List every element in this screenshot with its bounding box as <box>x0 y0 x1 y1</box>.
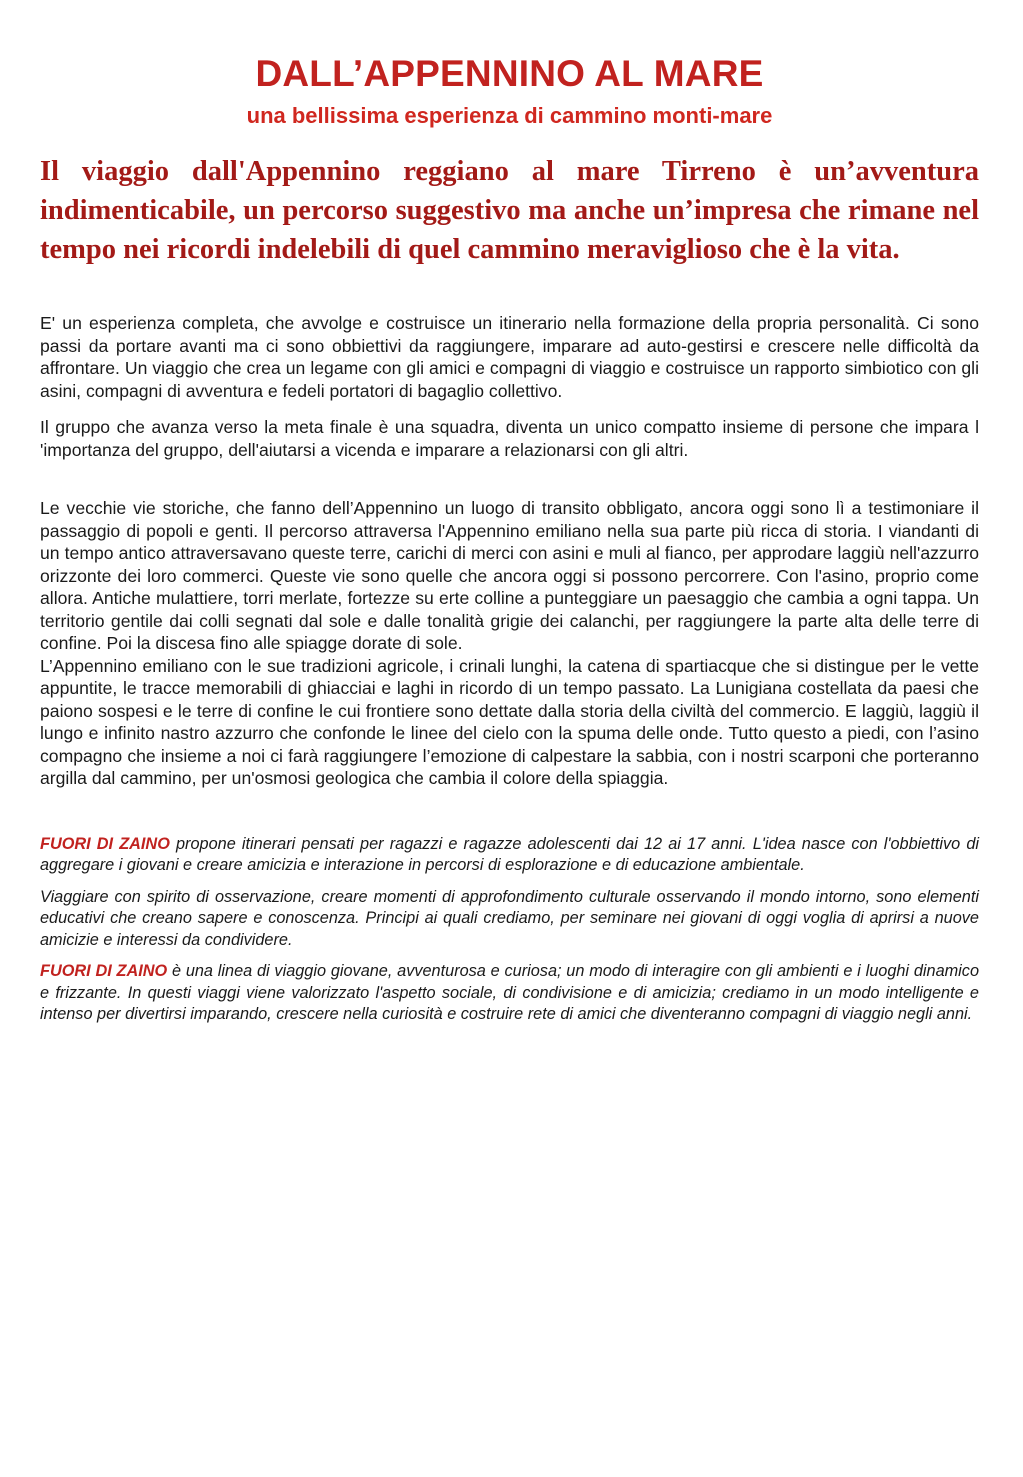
brand-name: FUORI DI ZAINO <box>40 834 170 853</box>
body-paragraph-4: L’Appennino emiliano con le sue tradizioni agricole, i crinali lunghi, la catena di spartiacque che si distingue per le vette appuntite, le tracce memorabili di ghiacciai e laghi in ricordo di un tempo passato. La Lunigiana costellata da paesi che paiono sospesi e le terre di confine le cui frontiere sono dettate dalla storia della civiltà del commercio. E laggiù, laggiù il lungo e infinito nastro azzurro che confonde le linee del cielo con la spuma delle onde. Tutto questo a piedi, con l’asino compagno che insieme a noi ci farà raggiungere l’emozione di calpestare la sabbia, con i nostri scarponi che porteranno argilla dal cammino, per un'osmosi geologica che cambia il colore della spiaggia. <box>40 655 979 788</box>
body-text <box>40 312 979 790</box>
brand-name: FUORI DI ZAINO <box>40 962 168 980</box>
page-subtitle: una bellissima esperienza di cammino monti-mare <box>246 103 773 128</box>
page-title: DALL’APPENNINO AL MARE <box>255 53 764 94</box>
body-paragraph-2: Il gruppo che avanza verso la meta finale è una squadra, diventa un unico compatto insieme di persone che impara l 'importanza del gruppo, dell'aiutarsi a vicenda e imparare a relazionarsi con gli altri. <box>40 417 979 460</box>
closing-paragraph-2: Viaggiare con spirito di osservazione, creare momenti di approfondimento culturale osservando il mondo intorno, sono elementi educativi che creano sapere e conoscenza. Principi ai quali crediamo, per seminare nei giovani di oggi voglia di aprirsi a nuove amicizie e interessi da condividere. <box>40 887 979 949</box>
closing-paragraph-3 <box>40 961 979 1026</box>
body-paragraph-3: Le vecchie vie storiche, che fanno dell’Appennino un luogo di transito obbligato, ancora oggi sono lì a testimoniare il passaggio di popoli e genti. Il percorso attraversa l'Appennino emiliano nella sua parte più ricca di storia. I viandanti di un tempo antico attraversavano queste terre, carichi di merci con asini e muli al fianco, per approdare laggiù nell'azzurro orizzonte dei loro commerci. Queste vie sono quelle che ancora oggi si possono percorrere. Con l'asino, proprio come allora. Antiche mulattiere, torri merlate, fortezze su erte colline a punteggiare un paesaggio che cambia a ogni tappa. Un territorio gentile dai colli segnati dal sole e dalle tonalità grigie dei calanchi, per raggiungere la parte alta delle terre di confine. Poi la discesa fino alle spiagge dorate di sole. <box>40 498 979 653</box>
document-page <box>40 52 979 1026</box>
closing-paragraph-1-text: propone itinerari pensati per ragazzi e ragazze adolescenti dai 12 ai 17 anni. L'idea nasce con l'obbiettivo di aggregare i giovani e creare amicizia e interazione in percorsi di esplorazione e di educazione ambientale. <box>40 834 980 874</box>
closing-paragraph-3-text: è una linea di viaggio giovane, avventurosa e curiosa; un modo di interagire con gli ambienti e i luoghi dinamico e frizzante. In questi viaggi viene valorizzato l'aspetto sociale, di condivisione e di amicizia; crediamo in un modo intelligente e intenso per divertirsi imparando, crescere nella curiosità e costruire rete di amici che diventeranno compagni di viaggio negli anni. <box>40 962 979 1023</box>
lead-paragraph: Il viaggio dall'Appennino reggiano al mare Tirreno è un’avventura indimenticabile, un percorso suggestivo ma anche un’impresa che rimane nel tempo nei ricordi indelebili di quel cammino meraviglioso che è la vita. <box>40 156 979 265</box>
closing-paragraph-1 <box>40 834 979 877</box>
closing-section <box>40 834 979 1026</box>
body-paragraph-1: E' un esperienza completa, che avvolge e costruisce un itinerario nella formazione della propria personalità. Ci sono passi da portare avanti ma ci sono obbiettivi da raggiungere, imparare ad auto-gestirsi e crescere nelle difficoltà da affrontare. Un viaggio che crea un legame con gli amici e compagni di viaggio e costruisce un rapporto simbiotico con gli asini, compagni di avventura e fedeli portatori di bagaglio collettivo. <box>40 313 979 401</box>
